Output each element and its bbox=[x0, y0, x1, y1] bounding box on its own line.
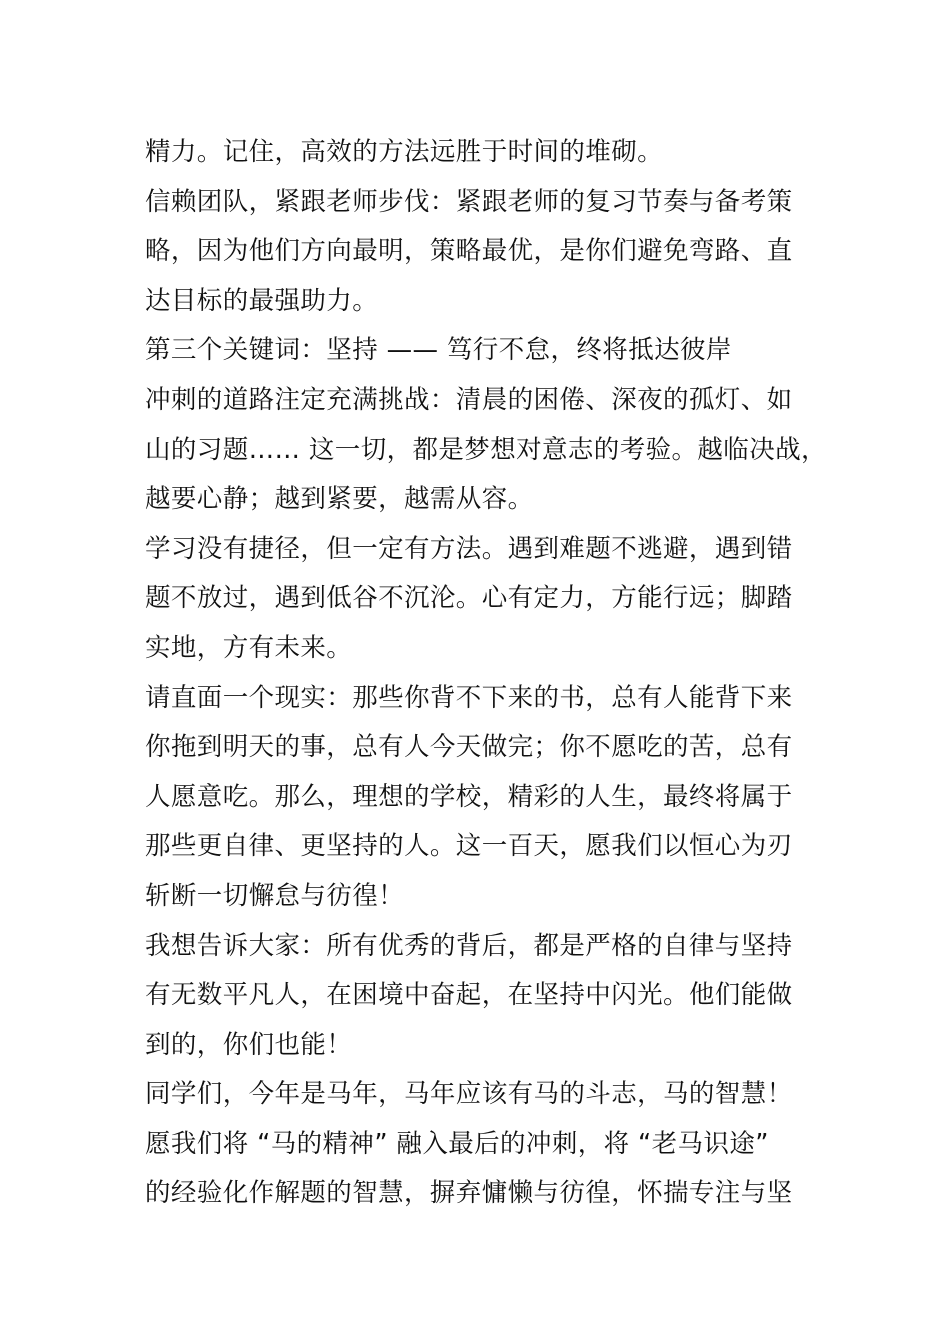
text-line: 山的习题…… 这一切，都是梦想对意志的考验。越临决战， bbox=[145, 434, 827, 465]
text-line: 略，因为他们方向最明，策略最优，是你们避免弯路、直 bbox=[145, 236, 793, 267]
text-line: 愿我们将 “马的精神” 融入最后的冲刺，将 “老马识途” bbox=[145, 1128, 769, 1159]
text-line: 达目标的最强助力。 bbox=[145, 285, 379, 316]
text-line: 冲刺的道路注定充满挑战：清晨的困倦、深夜的孤灯、如 bbox=[145, 384, 793, 415]
text-line: 请直面一个现实：那些你背不下来的书，总有人能背下来 bbox=[145, 682, 793, 713]
text-line: 有无数平凡人，在困境中奋起，在坚持中闪光。他们能做 bbox=[145, 980, 793, 1011]
text-line: 到的，你们也能！ bbox=[145, 1029, 353, 1060]
text-line: 信赖团队，紧跟老师步伐：紧跟老师的复习节奏与备考策 bbox=[145, 186, 793, 217]
document-body-text bbox=[145, 128, 827, 1219]
text-line: 斩断一切懈怠与彷徨！ bbox=[145, 880, 405, 911]
text-line: 的经验化作解题的智慧，摒弃慵懒与彷徨，怀揣专注与坚 bbox=[145, 1178, 793, 1209]
section-heading: 第三个关键词：坚持 —— 笃行不怠，终将抵达彼岸 bbox=[145, 335, 732, 366]
text-line: 实地，方有未来。 bbox=[145, 632, 353, 663]
text-line: 人愿意吃。那么，理想的学校，精彩的人生，最终将属于 bbox=[145, 781, 793, 812]
text-line: 你拖到明天的事，总有人今天做完；你不愿吃的苦，总有 bbox=[145, 732, 793, 763]
text-line: 越要心静；越到紧要，越需从容。 bbox=[145, 484, 534, 515]
text-line: 那些更自律、更坚持的人。这一百天，愿我们以恒心为刃 bbox=[145, 831, 793, 862]
text-line: 同学们，今年是马年，马年应该有马的斗志，马的智慧！ bbox=[145, 1079, 793, 1110]
text-line: 精力。记住，高效的方法远胜于时间的堆砌。 bbox=[145, 137, 664, 167]
text-line: 我想告诉大家：所有优秀的背后，都是严格的自律与坚持 bbox=[145, 930, 793, 961]
text-line: 题不放过，遇到低谷不沉沦。心有定力，方能行远；脚踏 bbox=[145, 583, 793, 614]
text-line: 学习没有捷径，但一定有方法。遇到难题不逃避，遇到错 bbox=[145, 533, 793, 564]
